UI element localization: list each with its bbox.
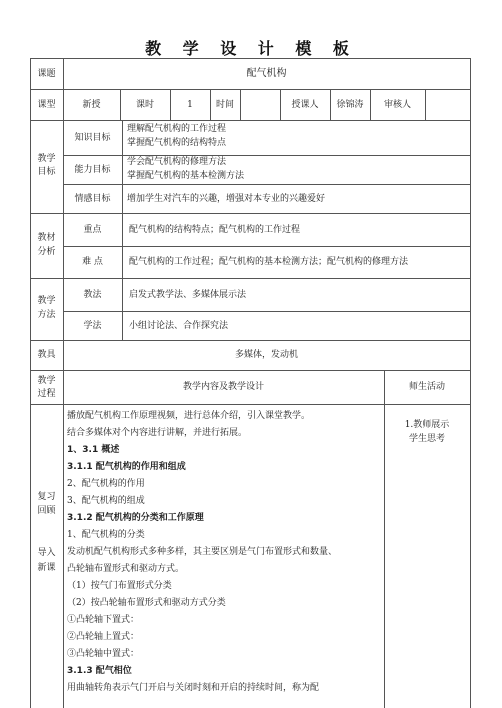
process-label-1: 教学: [37, 376, 56, 386]
content-line: 3.1.3 配气相位: [67, 666, 132, 676]
topic-label: 课题: [37, 69, 56, 79]
content-line: 3.1.2 配气机构的分类和工作原理: [67, 513, 204, 523]
knowledge-goal-line: 掌握配气机构的结构特点: [127, 138, 227, 148]
difficulty-text: 配气机构的工作过程；配气机构的基本检测方法；配气机构的修理方法: [129, 257, 409, 267]
content-line: ①凸轮轴下置式：: [67, 615, 140, 625]
knowledge-goal-line: 理解配气机构的工作过程: [127, 124, 227, 134]
process-label-2: 过程: [37, 389, 56, 399]
key-point-label: 重点: [83, 225, 102, 235]
goals-label-1: 教学: [37, 154, 56, 164]
methods-label-2: 方法: [37, 310, 56, 320]
content-line: （2）按凸轮轴布置形式和驱动方式分类: [67, 598, 226, 608]
teaching-method-text: 启发式教学法、多媒体展示法: [129, 290, 247, 300]
content-header: 教学内容及教学设计: [182, 382, 264, 392]
section-label: 新课: [37, 563, 56, 573]
time-label: 时间: [215, 100, 234, 110]
knowledge-goal-label: 知识目标: [74, 133, 111, 143]
content-line: 发动机配气机构形式多种多样，其主要区别是气门布置形式和数量、: [67, 547, 338, 557]
activity-header: 师生活动: [408, 382, 445, 392]
ability-goal-line: 掌握配气机构的基本检测方法: [127, 171, 245, 181]
content-line: ②凸轮轴上置式：: [67, 632, 140, 642]
content-line: 3.1.1 配气机构的作用和组成: [67, 462, 186, 472]
activity-line: 学生思考: [408, 434, 445, 444]
methods-label-1: 教学: [37, 296, 56, 306]
teaching-method-label: 教法: [83, 290, 102, 300]
goals-label-2: 目标: [37, 167, 56, 177]
type-label: 课型: [37, 100, 56, 110]
key-point-text: 配气机构的结构特点；配气机构的工作过程: [129, 225, 301, 235]
content-line: 1、配气机构的分类: [67, 530, 145, 540]
content-line: 用曲轴转角表示气门开启与关闭时刻和开启的持续时间，称为配: [67, 683, 320, 693]
lesson-plan-table: [30, 58, 470, 708]
hours-value: 1: [187, 100, 193, 110]
reviewer-label: 审核人: [383, 100, 411, 110]
content-line: 2、配气机构的作用: [67, 479, 145, 489]
content-line: （1）按气门布置形式分类: [67, 581, 172, 591]
content-line: ③凸轮轴中置式：: [67, 649, 140, 659]
learning-method-label: 学法: [83, 321, 102, 331]
section-label: 回顾: [37, 506, 56, 516]
topic-value: 配气机构: [246, 68, 287, 79]
activity-line: 1.教师展示: [404, 420, 450, 430]
content-line: 凸轮轴布置形式和驱动方式。: [67, 564, 185, 574]
teacher-value: 徐锦涛: [336, 100, 364, 110]
page-title: 教 学 设 计 模 板: [145, 39, 357, 58]
hours-label: 课时: [135, 100, 154, 110]
emotion-goal-label: 情感目标: [74, 194, 111, 204]
content-line: 1、3.1 概述: [67, 445, 120, 455]
analysis-label-2: 分析: [37, 247, 56, 257]
ability-goal-label: 能力目标: [74, 165, 111, 175]
emotion-goal-text: 增加学生对汽车的兴趣，增强对本专业的兴趣爱好: [127, 194, 326, 204]
section-label: 复习: [37, 492, 56, 502]
type-value: 新授: [82, 100, 101, 110]
tools-text: 多媒体，发动机: [234, 350, 298, 360]
difficulty-label: 难 点: [82, 257, 103, 267]
content-line: 3、配气机构的组成: [67, 496, 145, 506]
ability-goal-line: 学会配气机构的修理方法: [127, 157, 227, 167]
section-label: 导入: [37, 548, 56, 558]
tools-label: 教具: [37, 350, 56, 360]
content-line: 结合多媒体对个内容进行讲解，并进行拓展。: [67, 428, 248, 438]
content-line: 播放配气机构工作原理视频，进行总体介绍，引入课堂教学。: [67, 411, 311, 421]
analysis-label-1: 教材: [37, 233, 56, 243]
learning-method-text: 小组讨论法、合作探究法: [129, 321, 229, 331]
teacher-label: 授课人: [291, 100, 319, 110]
